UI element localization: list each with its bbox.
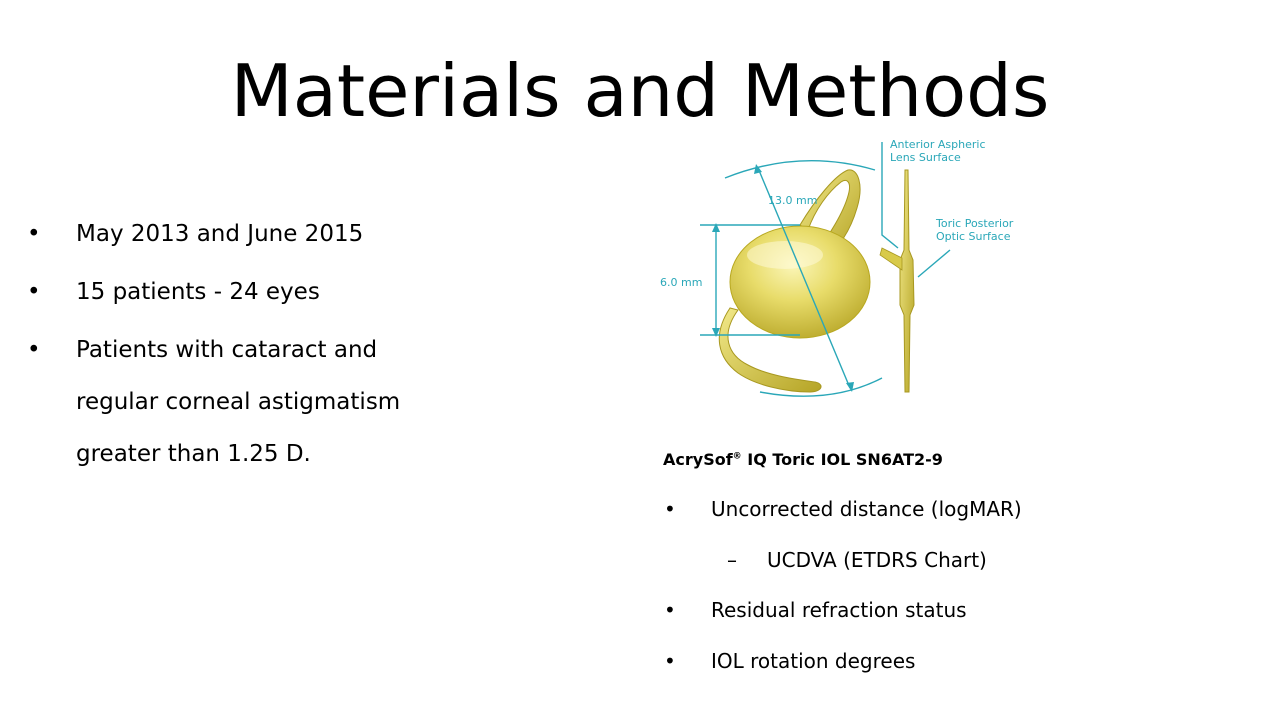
bullet-text: IOL rotation degrees: [711, 648, 916, 673]
left-bullet-list: [22, 214, 542, 498]
right-bullet-item: [660, 642, 1220, 693]
right-bullet-list: [660, 490, 1220, 692]
bullet-marker: •: [664, 497, 676, 521]
label-anterior-2: Lens Surface: [890, 151, 961, 164]
bullet-text-line: Patients with cataract and: [76, 337, 378, 363]
right-bullet-item: [660, 591, 1220, 642]
bullet-text: 15 patients - 24 eyes: [76, 279, 320, 305]
lens-highlight: [747, 241, 823, 269]
label-anterior-1: Anterior Aspheric: [890, 138, 986, 151]
diagram-caption: [663, 450, 943, 469]
caption-prefix: AcrySof: [663, 450, 733, 469]
lens-side-profile: [900, 170, 914, 392]
bullet-text: May 2013 and June 2015: [76, 221, 364, 247]
bullet-text-line: regular corneal astigmatism: [76, 389, 401, 415]
iol-lens-diagram: [650, 130, 1050, 410]
left-bullet-item: [22, 214, 542, 254]
bullet-text: Uncorrected distance (logMAR): [711, 497, 1022, 521]
bullet-marker: •: [664, 648, 676, 673]
bullet-text-line: greater than 1.25 D.: [76, 441, 311, 467]
bullet-marker: •: [27, 279, 41, 305]
bullet-marker: •: [27, 221, 41, 247]
bullet-text: UCDVA (ETDRS Chart): [767, 547, 987, 572]
bullet-marker: •: [27, 337, 41, 363]
label-13mm: 13.0 mm: [768, 194, 818, 207]
right-sub-bullet-item: [660, 541, 1220, 592]
left-bullet-item: [22, 324, 542, 480]
right-bullet-item: [660, 490, 1220, 541]
left-bullet-item: [22, 272, 542, 312]
bullet-text: Residual refraction status: [711, 598, 967, 622]
posterior-pointer: [918, 250, 950, 277]
bullet-marker: •: [664, 598, 676, 622]
label-6mm: 6.0 mm: [660, 276, 703, 289]
side-haptic-connector: [880, 248, 902, 270]
caption-registered-mark: ®: [732, 451, 742, 462]
label-posterior-2: Optic Surface: [936, 230, 1011, 243]
caption-suffix: IQ Toric IOL SN6AT2-9: [741, 450, 943, 469]
dash-marker: –: [727, 547, 737, 572]
slide-title: Materials and Methods: [230, 49, 1050, 133]
label-posterior-1: Toric Posterior: [936, 217, 1014, 230]
